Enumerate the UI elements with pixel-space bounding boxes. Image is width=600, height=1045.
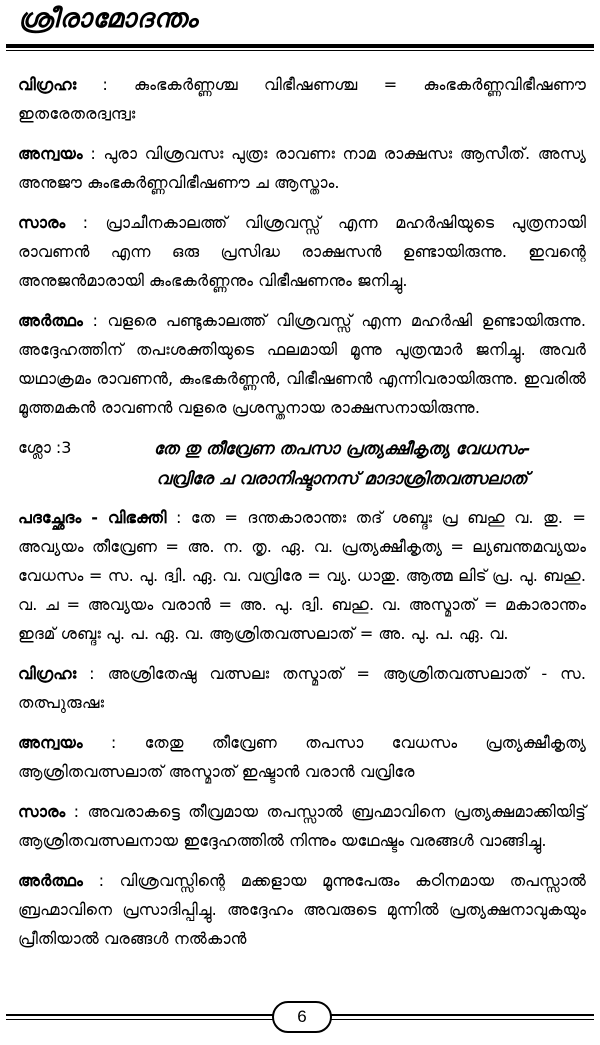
saaram-paragraph	[18, 208, 586, 295]
page-number: 6	[272, 1001, 332, 1033]
sloka-number: ശ്ലോ :3	[18, 438, 72, 457]
section-label: സാരം	[18, 213, 66, 232]
section-label: അന്വയം	[18, 144, 83, 163]
section-label: അന്വയം	[18, 733, 83, 752]
section-label: വിഗ്രഹഃ	[18, 664, 77, 683]
section-label: സാരം	[18, 802, 66, 821]
section-text: : കുംഭകർണ്ണശ്ച വിഭീഷണശ്ച = കുംഭകർണ്ണവിഭീഷണൗ ഇതരേതരദ്വന്ദ്വഃ	[18, 75, 586, 123]
sloka-line-1: തേ തു തീവ്രേണ തപസാ പ്രത്യക്ഷീകൃത്യ വേധസം-	[153, 438, 531, 458]
section-text: : പുരാ വിശ്രവസഃ പുത്രഃ രാവണഃ നാമ രാക്ഷസഃ ആസീത്. അസ്യ അനുജൗ കുംഭകർണ്ണവിഭീഷണൗ ച ആസ്താം.	[18, 144, 586, 192]
section-text: : പ്രാചീനകാലത്ത് വിശ്രവസ്സ് എന്ന മഹർഷിയുടെ പുത്രനായി രാവണൻ എന്ന ഒരു പ്രസിദ്ധ രാക്ഷസൻ ഉണ്ടായിരുന്നു. ഇവന്റെ അനുജൻമാരായി കുംഭകർണ്ണനും വിഭീഷണനും ജനിച്ചു.	[18, 213, 586, 290]
saaram-paragraph-2	[18, 797, 586, 855]
section-text: : തേ = ദന്തകാരാന്തഃ തദ് ശബ്ദഃ പ്ര ബഹു വ. തു. = അവ്യയം തീവ്രേണ = അ. ന. തൃ. ഏ. വ. പ്രത്യക്ഷീകൃത്യ = ല്യബന്തമവ്യയം വേധസം = സ. പു. ദ്വി. ഏ. വ. വവ്രിരേ = വ്യ. ധാതു. ആത്മ ലിട് പ്ര. പു. ബഹു. വ. ച = അവ്യയം വരാൻ = അ. പു. ദ്വി. ബഹു. വ. അസ്മാത് = മകാരാന്തം ഇദമ് ശബ്ദഃ പു. പ. ഏ. വ. ആശ്രിതവത്സലാത് = അ. പു. പ. ഏ. വ.	[18, 508, 586, 643]
vigraham-paragraph	[18, 70, 586, 128]
sloka-lines	[98, 433, 586, 493]
page-body	[18, 70, 586, 964]
sloka-verse	[18, 433, 586, 493]
page-footer	[0, 1000, 600, 1045]
section-text: : വിശ്രവസ്സിന്റെ മക്കളായ മൂന്നുപേരും കഠിനമായ തപസ്സാൽ ബ്രഹ്മാവിനെ പ്രസാദിപ്പിച്ചു. അദ്ദേഹം അവരുടെ മുന്നിൽ പ്രത്യക്ഷനാവുകയും പ്രീതിയാൽ വരങ്ങൾ നൽകാൻ	[18, 871, 586, 948]
anvayam-paragraph	[18, 139, 586, 197]
anvayam-paragraph-2	[18, 728, 586, 786]
section-label: അർത്ഥം	[18, 871, 83, 890]
section-text: : അശ്രിതേഷു വത്സലഃ തസ്മാത് = ആശ്രിതവത്സലാത് - സ. തത്പുരുഷഃ	[18, 664, 586, 712]
artham-paragraph	[18, 306, 586, 422]
sloka-line-2: വവ്രിരേ ച വരാനിഷ്ടാനസ് മാദാശ്രിതവത്സലാത്	[156, 468, 528, 488]
header-rule	[6, 44, 594, 48]
running-title: ശ്രീരാമോദന്തം	[18, 4, 199, 34]
header-rule-thin	[6, 50, 594, 51]
section-text: : തേതു തീവ്രേണ തപസാ വേധസം പ്രത്യക്ഷീകൃത്യ ആശ്രിതവത്സലാത് അസ്മാത് ഇഷ്ടാൻ വരാൻ വവ്രിരേ	[18, 733, 586, 781]
artham-paragraph-2	[18, 866, 586, 953]
vigraham-paragraph-2	[18, 659, 586, 717]
section-label: പദച്ഛേദം - വിഭക്തി	[18, 508, 167, 527]
section-text: : അവരാകട്ടെ തീവ്രമായ തപസ്സാൽ ബ്രഹ്മാവിനെ പ്രത്യക്ഷമാക്കിയിട്ട് ആശ്രിതവത്സലനായ ഇദ്ദേഹത്തിൽ നിന്നും യഥേഷ്ടം വരങ്ങൾ വാങ്ങിച്ചു.	[18, 802, 586, 850]
padacchedam-paragraph	[18, 503, 586, 648]
section-text: : വളരെ പണ്ടുകാലത്ത് വിശ്രവസ്സ് എന്ന മഹർഷി ഉണ്ടായിരുന്നു. അദ്ദേഹത്തിന് തപഃശക്തിയുടെ ഫലമായി മൂന്നു പുത്രന്മാർ ജനിച്ചു. അവർ യഥാക്രമം രാവണൻ, കുംഭകർണ്ണൻ, വിഭീഷണൻ എന്നിവരായിരുന്നു. ഇവരിൽ മൂത്തമകൻ രാവണൻ വളരെ പ്രശസ്തനായ രാക്ഷസനായിരുന്നു.	[18, 311, 586, 417]
page-header	[0, 0, 600, 58]
section-label: അർത്ഥം	[18, 311, 83, 330]
section-label: വിഗ്രഹഃ	[18, 75, 77, 94]
